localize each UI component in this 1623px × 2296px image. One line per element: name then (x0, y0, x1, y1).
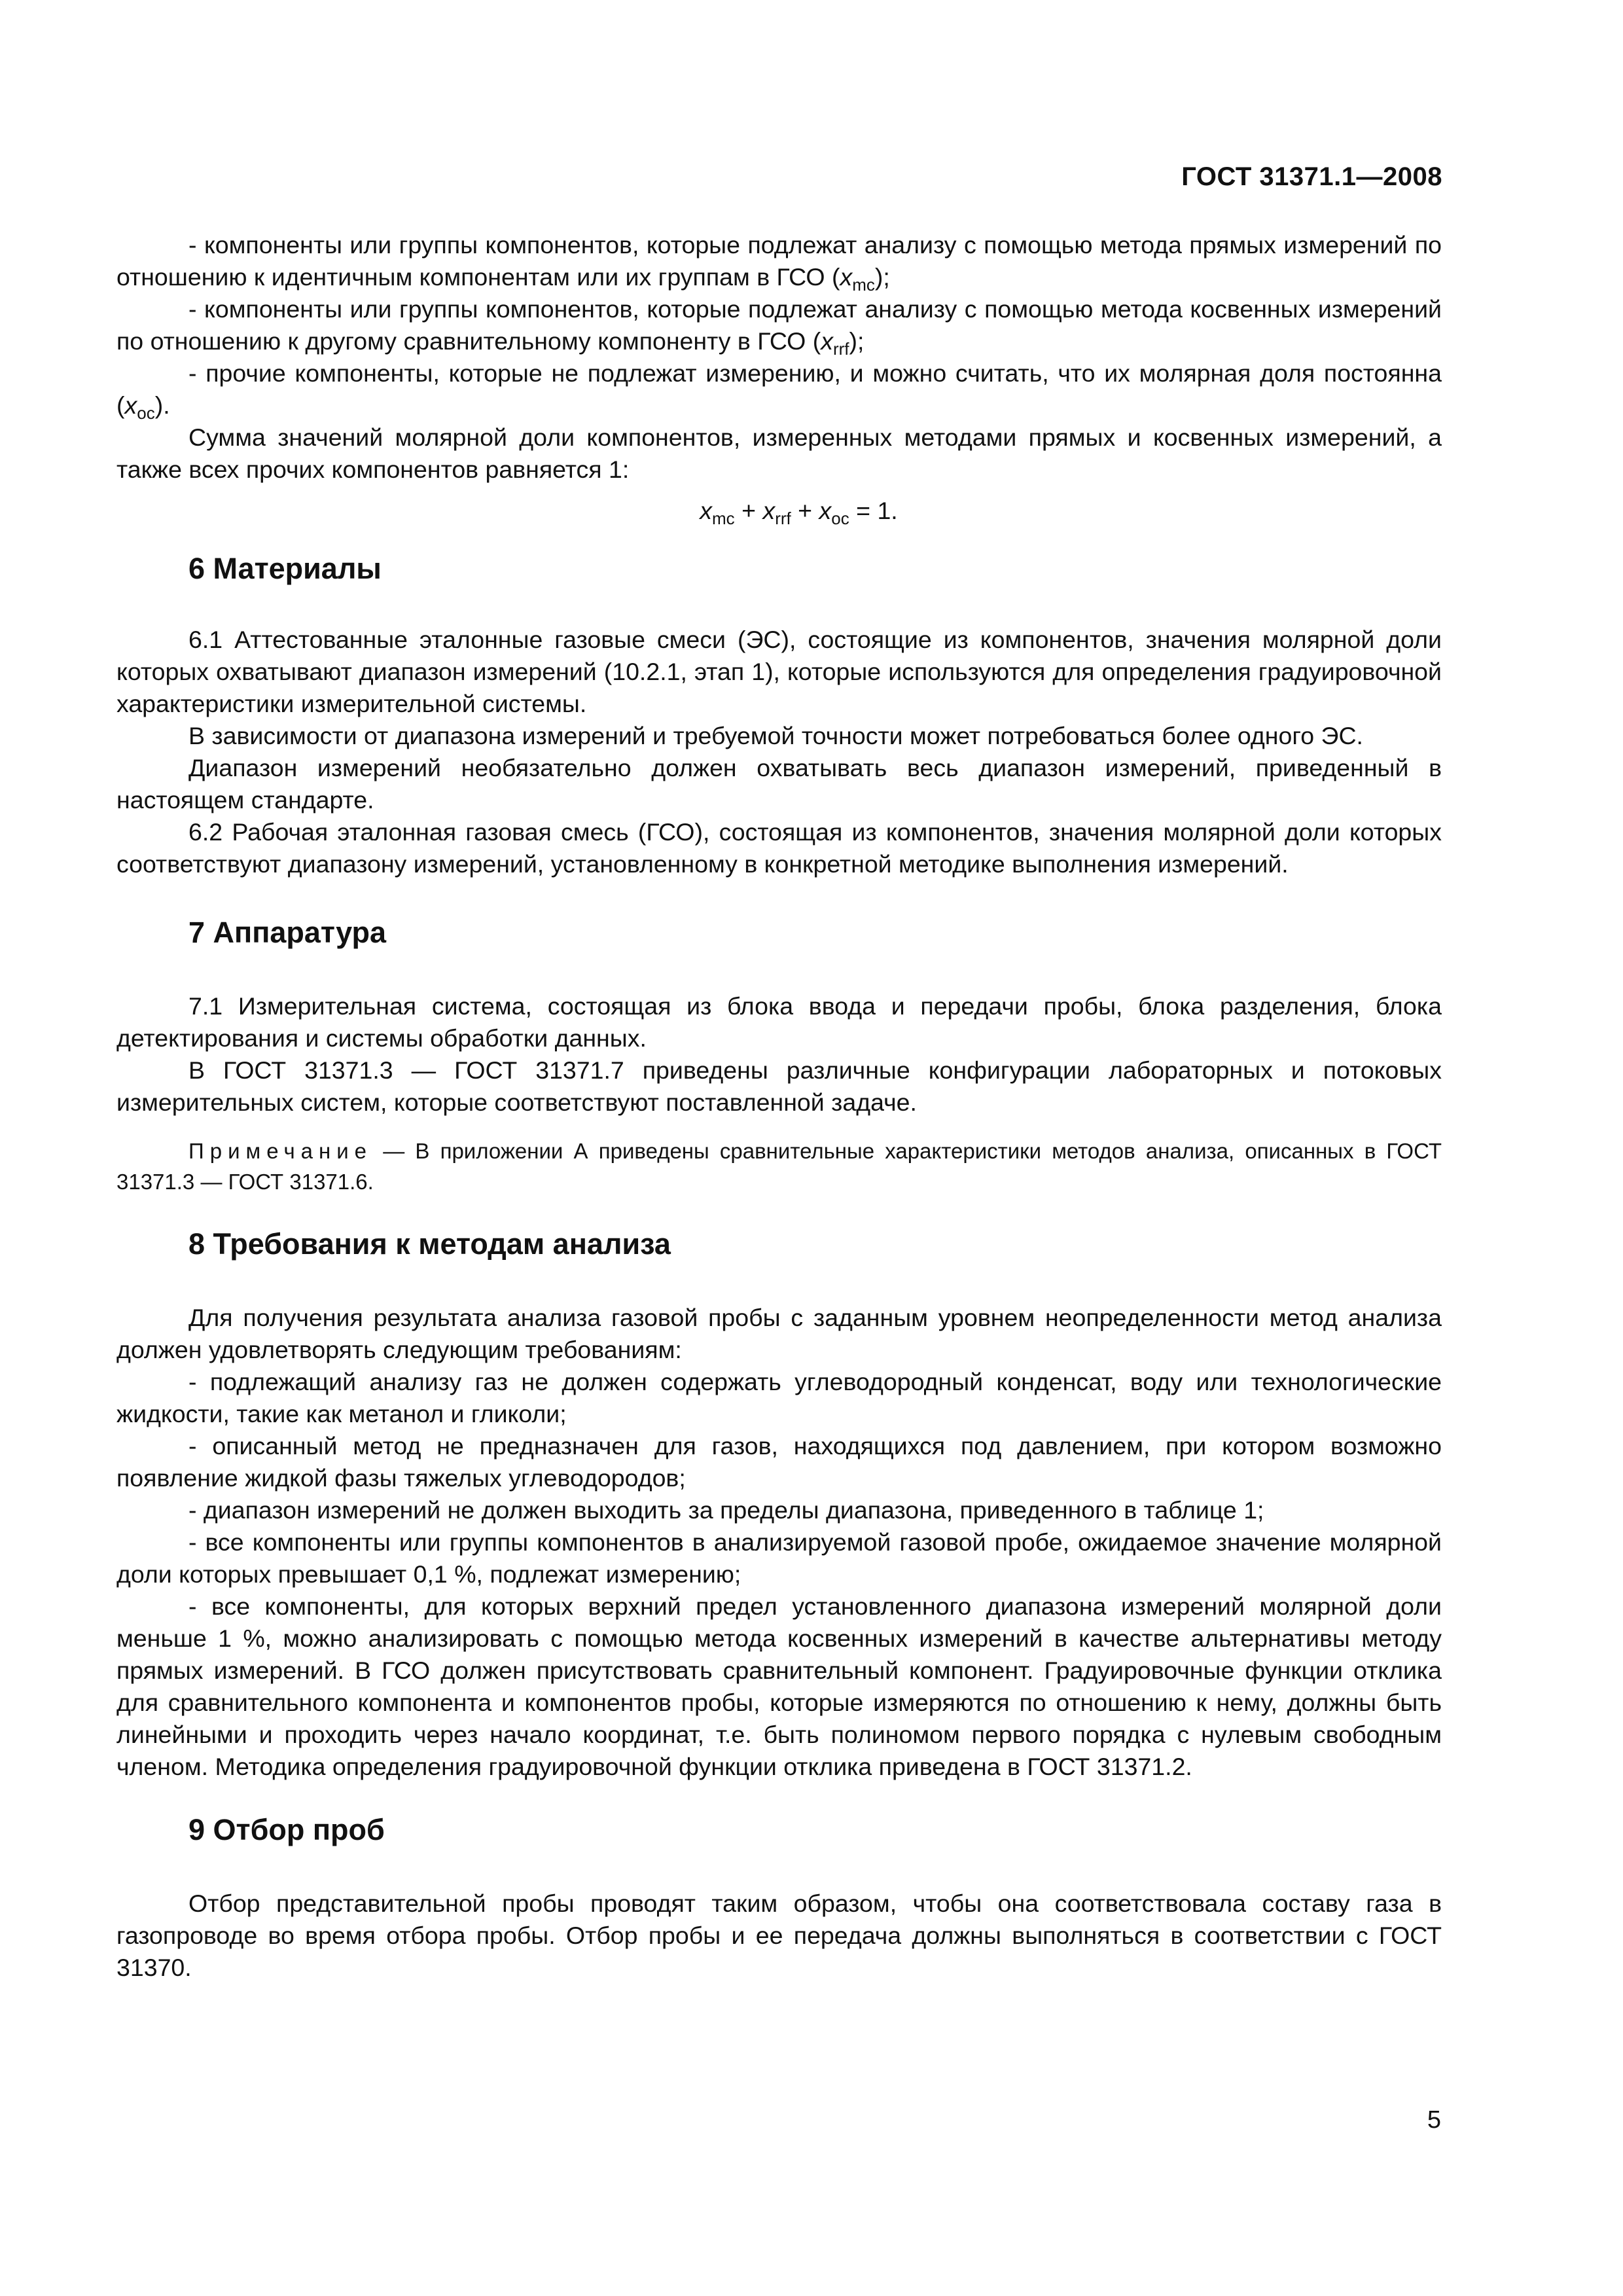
item-end: ); (849, 327, 865, 355)
section-7-paragraph: 7.1 Измерительная система, состоящая из блока ввода и передачи пробы, блока разделения, блока детектирования и системы обработки данных. (116, 992, 1442, 1052)
section-9-paragraph: Отбор представительной пробы проводят таким образом, чтобы она соответствовала составу газа в газопроводе во время отбора пробы. Отбор пробы и ее передача должны выполняться в соответствии с ГОСТ 31370. (116, 1890, 1442, 1981)
list-item-other-components (116, 357, 1442, 422)
item-text: - прочие компоненты, которые не подлежат измерению, и можно считать, что их молярная доля постоянна ( (116, 359, 1442, 419)
formula-rhs: = 1. (849, 497, 898, 524)
formula-sub: rrf (775, 509, 791, 528)
section-8-list-item: - подлежащий анализу газ не должен содержать углеводородный конденсат, воду или технологические жидкости, такие как метанол и гликоли; (116, 1368, 1442, 1427)
section-6-paragraph: Диапазон измерений необязательно должен охватывать весь диапазон измерений, приведенный в настоящем стандарте. (116, 754, 1442, 814)
formula-sub: mc (712, 509, 735, 528)
variable-x: x (821, 327, 833, 355)
formula-sub: oc (831, 509, 849, 528)
page-number: 5 (1427, 2106, 1441, 2134)
subscript: rrf (832, 339, 849, 359)
sum-paragraph: Сумма значений молярной доли компонентов, измеренных методами прямых и косвенных измерений, а также всех прочих компонентов равняется 1: (116, 423, 1442, 483)
section-6-heading: 6 Материалы (188, 552, 382, 585)
variable-x: x (124, 391, 137, 419)
document-code-header: ГОСТ 31371.1—2008 (1181, 162, 1442, 191)
item-text: - компоненты или группы компонентов, которые подлежат анализу с помощью метода прямых измерений по отношению к идентичным компонентам или их группам в ГСО ( (116, 231, 1442, 291)
section-8-list-item: - диапазон измерений не должен выходить за пределы диапазона, приведенного в таблице 1; (188, 1496, 1264, 1524)
formula-op: + (734, 497, 763, 524)
section-6-paragraph: 6.2 Рабочая эталонная газовая смесь (ГСО), состоящая из компонентов, значения молярной доли которых соответствуют диапазону измерений, установленному в конкретной методике выполнения измерений. (116, 818, 1442, 878)
section-7-note (116, 1136, 1442, 1197)
section-8-list-item: - все компоненты или группы компонентов в анализируемой газовой пробе, ожидаемое значение молярной доли которых превышает 0,1 %, подлежат измерению; (116, 1528, 1442, 1588)
item-text: - компоненты или группы компонентов, которые подлежат анализу с помощью метода косвенных измерений по отношению к другому сравнительному компоненту в ГСО ( (116, 295, 1442, 355)
list-item-indirect-measurement (116, 293, 1442, 357)
note-label: Примечание (188, 1139, 373, 1163)
variable-x: x (840, 263, 853, 291)
list-item-direct-measurement (116, 229, 1442, 293)
section-7-heading: 7 Аппаратура (188, 916, 387, 949)
section-8-paragraph: Для получения результата анализа газовой пробы с заданным уровнем неопределенности метод анализа должен удовлетворять следующим требованиям: (116, 1304, 1442, 1363)
formula-var: x (819, 497, 832, 524)
section-6-paragraph: 6.1 Аттестованные эталонные газовые смеси (ЭС), состоящие из компонентов, значения молярной доли которых охватывают диапазон измерений (10.2.1, этап 1), которые используются для определения градуировочной характеристики измерительной системы. (116, 626, 1442, 717)
subscript: mc (852, 275, 875, 295)
section-8-list-item: - описанный метод не предназначен для газов, находящихся под давлением, при котором возможно появление жидкой фазы тяжелых углеводородов; (116, 1432, 1442, 1492)
formula-var: x (762, 497, 776, 524)
page-body (116, 229, 1442, 1984)
subscript: oc (137, 403, 155, 423)
section-9-heading: 9 Отбор проб (188, 1813, 385, 1846)
sum-formula (116, 495, 1442, 527)
formula-op: + (791, 497, 819, 524)
section-8-list-item: - все компоненты, для которых верхний предел установленного диапазона измерений молярной доли меньше 1 %, можно анализировать с помощью метода косвенных измерений в качестве альтернативы методу прямых измерений. В ГСО должен присутствовать сравнительный компонент. Градуировочные функции отклика для сравнительного компонента и компонентов пробы, которые измеряются по отношению к нему, должны быть линейными и проходить через начало координат, т.е. быть полиномом первого порядка с нулевым свободным членом. Методика определения градуировочной функции отклика приведена в ГОСТ 31371.2. (116, 1592, 1442, 1780)
note-text: — В приложении А приведены сравнительные характеристики методов анализа, описанных в ГОСТ 31371.3 — ГОСТ 31371.6. (116, 1139, 1442, 1194)
section-8-heading: 8 Требования к методам анализа (188, 1227, 671, 1261)
item-end: ); (874, 263, 890, 291)
section-6-paragraph: В зависимости от диапазона измерений и требуемой точности может потребоваться более одного ЭС. (188, 722, 1363, 749)
formula-var: x (700, 497, 713, 524)
section-7-paragraph: В ГОСТ 31371.3 — ГОСТ 31371.7 приведены различные конфигурации лабораторных и потоковых измерительных систем, которые соответствуют поставленной задаче. (116, 1056, 1442, 1116)
item-end: ). (154, 391, 170, 419)
